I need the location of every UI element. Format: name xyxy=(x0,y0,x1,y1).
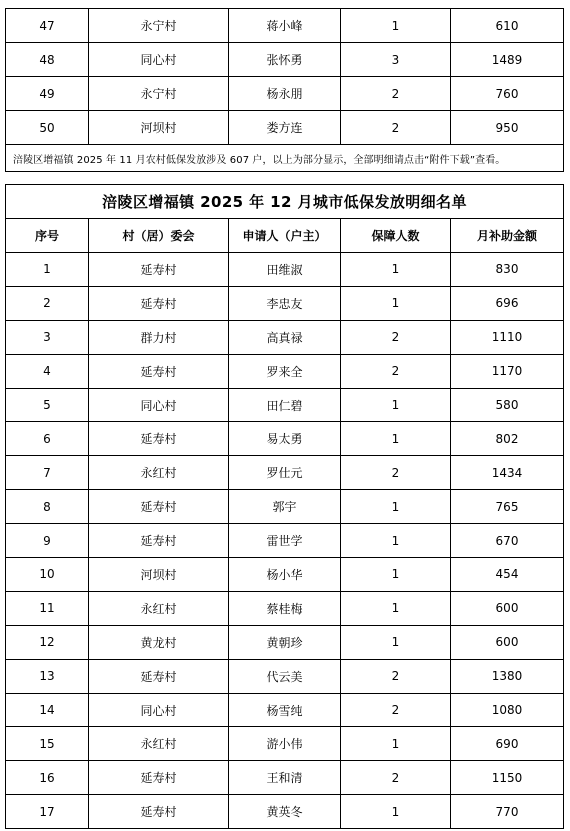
cell-persons: 3 xyxy=(341,43,451,77)
cell-serial: 8 xyxy=(6,490,89,524)
table-row xyxy=(6,456,564,490)
cell-serial: 9 xyxy=(6,524,89,558)
table-row xyxy=(6,591,564,625)
cell-persons: 2 xyxy=(341,693,451,727)
cell-persons: 1 xyxy=(341,727,451,761)
cell-serial: 1 xyxy=(6,253,89,287)
cell-village: 延寿村 xyxy=(89,659,229,693)
header-row xyxy=(6,219,564,253)
cell-amount: 760 xyxy=(451,77,564,111)
cell-applicant: 罗来全 xyxy=(229,354,341,388)
cell-village: 延寿村 xyxy=(89,253,229,287)
cell-serial: 6 xyxy=(6,422,89,456)
cell-persons: 1 xyxy=(341,625,451,659)
header-persons: 保障人数 xyxy=(341,219,451,253)
cell-serial: 15 xyxy=(6,727,89,761)
table-row xyxy=(6,761,564,795)
cell-serial: 49 xyxy=(6,77,89,111)
cell-serial: 2 xyxy=(6,286,89,320)
cell-persons: 1 xyxy=(341,286,451,320)
summary-note: 涪陵区增福镇 2025 年 11 月农村低保发放涉及 607 户，以上为部分显示，全部明细请点击“附件下载”查看。 xyxy=(6,145,564,172)
cell-village: 河坝村 xyxy=(89,111,229,145)
cell-village: 同心村 xyxy=(89,388,229,422)
cell-applicant: 李忠友 xyxy=(229,286,341,320)
cell-village: 永宁村 xyxy=(89,9,229,43)
cell-amount: 802 xyxy=(451,422,564,456)
cell-village: 延寿村 xyxy=(89,422,229,456)
cell-amount: 830 xyxy=(451,253,564,287)
cell-village: 延寿村 xyxy=(89,354,229,388)
cell-serial: 16 xyxy=(6,761,89,795)
table-row xyxy=(6,490,564,524)
table-row xyxy=(6,524,564,558)
previous-page-table xyxy=(5,8,564,172)
table-row xyxy=(6,422,564,456)
cell-amount: 600 xyxy=(451,625,564,659)
header-applicant: 申请人（户主） xyxy=(229,219,341,253)
cell-village: 延寿村 xyxy=(89,795,229,829)
table-row xyxy=(6,795,564,829)
header-amount: 月补助金额 xyxy=(451,219,564,253)
cell-amount: 770 xyxy=(451,795,564,829)
cell-village: 河坝村 xyxy=(89,558,229,592)
header-serial: 序号 xyxy=(6,219,89,253)
cell-persons: 2 xyxy=(341,761,451,795)
cell-serial: 11 xyxy=(6,591,89,625)
cell-persons: 2 xyxy=(341,111,451,145)
cell-amount: 1434 xyxy=(451,456,564,490)
cell-serial: 12 xyxy=(6,625,89,659)
cell-amount: 1489 xyxy=(451,43,564,77)
cell-applicant: 雷世学 xyxy=(229,524,341,558)
cell-village: 同心村 xyxy=(89,693,229,727)
cell-serial: 3 xyxy=(6,320,89,354)
cell-serial: 14 xyxy=(6,693,89,727)
cell-serial: 50 xyxy=(6,111,89,145)
main-table-rows xyxy=(6,253,564,829)
cell-persons: 2 xyxy=(341,456,451,490)
cell-applicant: 田仁碧 xyxy=(229,388,341,422)
table-row xyxy=(6,354,564,388)
cell-serial: 5 xyxy=(6,388,89,422)
cell-persons: 1 xyxy=(341,558,451,592)
table-row xyxy=(6,727,564,761)
cell-persons: 1 xyxy=(341,388,451,422)
cell-applicant: 娄方连 xyxy=(229,111,341,145)
cell-serial: 7 xyxy=(6,456,89,490)
cell-village: 延寿村 xyxy=(89,490,229,524)
cell-serial: 4 xyxy=(6,354,89,388)
cell-applicant: 张怀勇 xyxy=(229,43,341,77)
header-village: 村（居）委会 xyxy=(89,219,229,253)
cell-applicant: 黄英冬 xyxy=(229,795,341,829)
cell-applicant: 郭宇 xyxy=(229,490,341,524)
cell-persons: 1 xyxy=(341,591,451,625)
table-row xyxy=(6,253,564,287)
table-row xyxy=(6,625,564,659)
cell-applicant: 黄朝珍 xyxy=(229,625,341,659)
cell-serial: 47 xyxy=(6,9,89,43)
table-row xyxy=(6,659,564,693)
table-row xyxy=(6,320,564,354)
cell-village: 群力村 xyxy=(89,320,229,354)
cell-applicant: 代云美 xyxy=(229,659,341,693)
cell-amount: 690 xyxy=(451,727,564,761)
cell-applicant: 杨雪纯 xyxy=(229,693,341,727)
cell-village: 延寿村 xyxy=(89,286,229,320)
cell-applicant: 易太勇 xyxy=(229,422,341,456)
cell-amount: 610 xyxy=(451,9,564,43)
cell-applicant: 蒋小峰 xyxy=(229,9,341,43)
cell-amount: 1170 xyxy=(451,354,564,388)
cell-applicant: 王和清 xyxy=(229,761,341,795)
cell-amount: 600 xyxy=(451,591,564,625)
cell-applicant: 田维淑 xyxy=(229,253,341,287)
cell-persons: 2 xyxy=(341,320,451,354)
cell-amount: 580 xyxy=(451,388,564,422)
cell-amount: 1080 xyxy=(451,693,564,727)
cell-persons: 1 xyxy=(341,422,451,456)
cell-persons: 2 xyxy=(341,659,451,693)
cell-amount: 1380 xyxy=(451,659,564,693)
cell-persons: 2 xyxy=(341,354,451,388)
cell-serial: 48 xyxy=(6,43,89,77)
cell-serial: 13 xyxy=(6,659,89,693)
cell-serial: 10 xyxy=(6,558,89,592)
cell-amount: 950 xyxy=(451,111,564,145)
table-row xyxy=(6,43,564,77)
table-row xyxy=(6,111,564,145)
cell-amount: 670 xyxy=(451,524,564,558)
cell-applicant: 游小伟 xyxy=(229,727,341,761)
table-row xyxy=(6,286,564,320)
cell-amount: 765 xyxy=(451,490,564,524)
cell-village: 延寿村 xyxy=(89,524,229,558)
cell-village: 永红村 xyxy=(89,456,229,490)
cell-applicant: 罗仕元 xyxy=(229,456,341,490)
previous-table-rows xyxy=(6,9,564,145)
cell-persons: 1 xyxy=(341,795,451,829)
cell-persons: 1 xyxy=(341,9,451,43)
cell-applicant: 蔡桂梅 xyxy=(229,591,341,625)
table-title: 涪陵区增福镇 2025 年 12 月城市低保发放明细名单 xyxy=(6,185,564,219)
cell-village: 同心村 xyxy=(89,43,229,77)
table-row xyxy=(6,9,564,43)
cell-amount: 1150 xyxy=(451,761,564,795)
cell-persons: 1 xyxy=(341,253,451,287)
cell-applicant: 杨永朋 xyxy=(229,77,341,111)
cell-village: 永宁村 xyxy=(89,77,229,111)
title-row xyxy=(6,185,564,219)
cell-amount: 696 xyxy=(451,286,564,320)
cell-village: 延寿村 xyxy=(89,761,229,795)
cell-applicant: 杨小华 xyxy=(229,558,341,592)
cell-village: 永红村 xyxy=(89,727,229,761)
cell-village: 永红村 xyxy=(89,591,229,625)
table-row xyxy=(6,558,564,592)
table-row xyxy=(6,693,564,727)
cell-amount: 1110 xyxy=(451,320,564,354)
note-row xyxy=(6,145,564,172)
urban-subsidy-table xyxy=(5,184,564,829)
cell-persons: 1 xyxy=(341,490,451,524)
cell-persons: 2 xyxy=(341,77,451,111)
cell-amount: 454 xyxy=(451,558,564,592)
cell-serial: 17 xyxy=(6,795,89,829)
table-row xyxy=(6,388,564,422)
cell-persons: 1 xyxy=(341,524,451,558)
cell-village: 黄龙村 xyxy=(89,625,229,659)
cell-applicant: 高真禄 xyxy=(229,320,341,354)
table-row xyxy=(6,77,564,111)
